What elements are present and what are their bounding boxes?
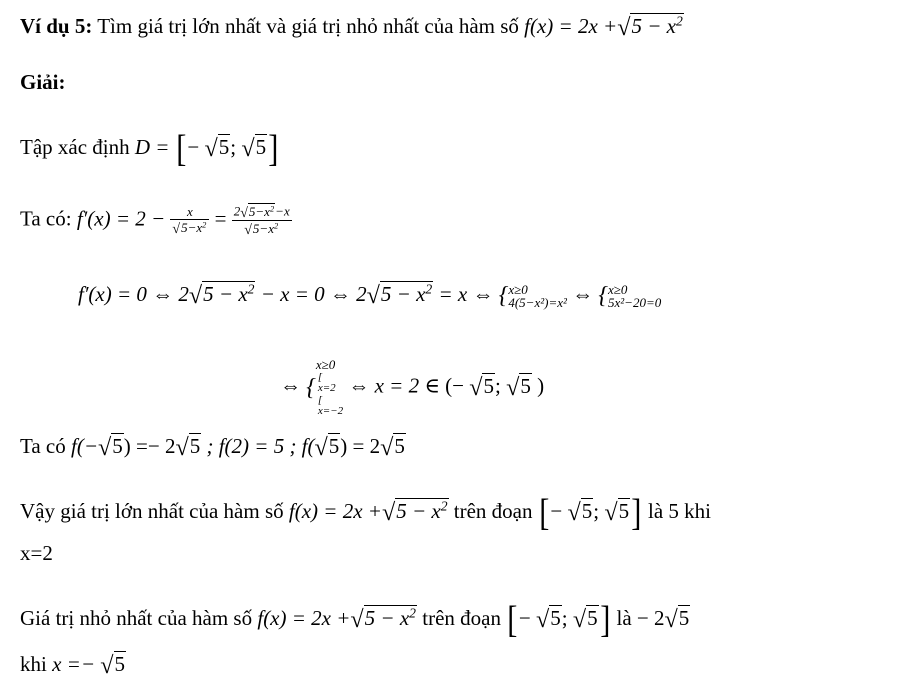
fraction: $\frac{x}{√5-x^2}$	[170, 205, 209, 236]
sqrt: √5	[241, 135, 267, 162]
example-heading	[20, 13, 684, 41]
sqrt: √5	[175, 434, 201, 461]
solution-line: ⇔ { x≥0 [ x=2 [ x=−2 ⇔ x = 2 ∈ (− √5; √5 )	[280, 357, 545, 418]
min-line-cont: khi x =− √5	[20, 652, 126, 679]
fraction: $\frac{2√5-x^2-x}{√5-x^2}$	[233, 203, 290, 238]
example-text: Tìm giá trị lớn nhất và giá trị nhỏ nhất của hàm số	[97, 14, 519, 38]
sqrt: √5	[98, 434, 123, 461]
equation-line: f′(x) = 0 ⇔ $2√5 - x^2 - x = 0$ ⇔ $2√5 - x^2 = x$ ⇔ { x≥0 4(5−x²)=x² ⇔ { x≥0 5x²−20=0	[78, 281, 662, 311]
interval-open: [	[175, 128, 187, 170]
domain-line: Tập xác định D = [− √5; √5]	[20, 128, 279, 170]
values-line: Ta có f(−√5) =− 2√5 ; f(2) = 5 ; f(√5) = 2√5	[20, 434, 405, 461]
sqrt: √5	[204, 135, 230, 162]
sqrt: $√5 - x^2$	[188, 281, 255, 309]
sqrt: $√5 - x^2$	[366, 281, 433, 309]
sqrt: $√5 - x^2$	[381, 498, 448, 526]
domain-text: Tập xác định	[20, 135, 130, 159]
sqrt: √5	[380, 434, 405, 461]
example-label: Ví dụ 5:	[20, 14, 93, 38]
interval-close: ]	[268, 128, 279, 170]
sqrt: $√5 - x^2$	[617, 13, 683, 41]
solution-label: Giải:	[20, 70, 66, 94]
derivative-line: Ta có: f′(x) = 2 − $\frac{x}{√5-x^2}$ = $\frac{2√5-x^2-x}{√5-x^2}$	[20, 203, 290, 238]
sqrt: √5	[469, 373, 494, 401]
sqrt: $√5 - x^2$	[350, 605, 416, 633]
equation-system: { x≥0 5x²−20=0	[598, 281, 662, 311]
max-line: Vậy giá trị lớn nhất của hàm số $f(x) = 2x +√5 - x^2$ trên đoạn [− √5; √5] là 5 khi	[20, 492, 711, 534]
domain-var: D =	[134, 135, 170, 159]
sqrt: √5	[314, 434, 340, 461]
example-func: f(x) = 2x +	[524, 14, 618, 38]
max-line-cont: x=2	[20, 541, 53, 565]
equation-system: { x≥0 [ x=2 [ x=−2	[306, 357, 344, 418]
equation-system: { x≥0 4(5−x²)=x²	[498, 281, 567, 311]
sqrt: √5	[506, 373, 531, 401]
min-line: Giá trị nhỏ nhất của hàm số $f(x) = 2x +√5 - x^2$ trên đoạn [− √5; √5] là − 2√5	[20, 599, 690, 641]
